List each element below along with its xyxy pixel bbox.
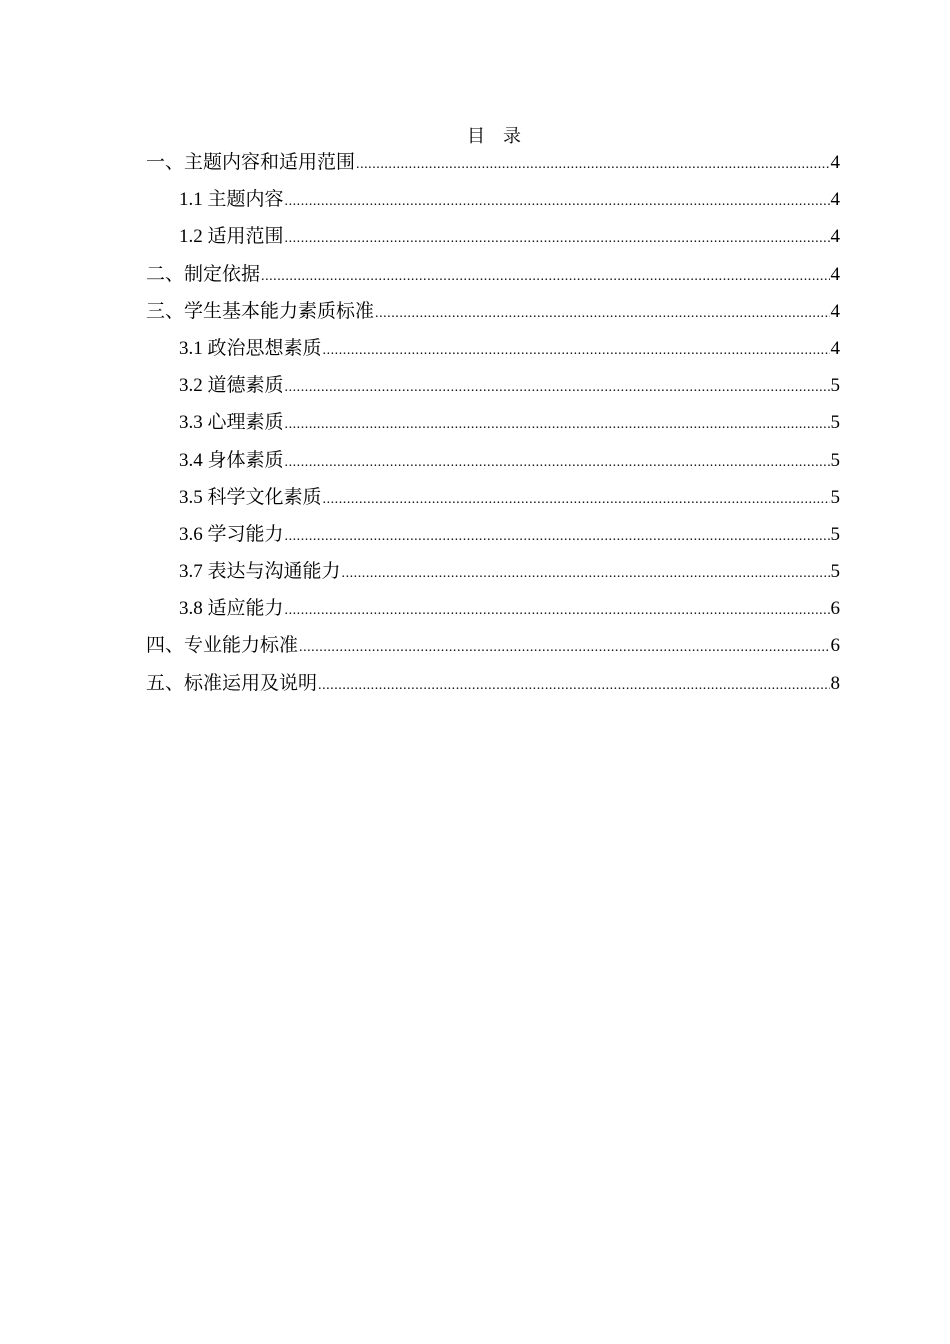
toc-entry[interactable] bbox=[146, 185, 840, 222]
toc-dot-leader bbox=[285, 187, 830, 217]
toc-entry-title: 三、学生基本能力素质标准 bbox=[146, 300, 375, 322]
toc-entry-title: 1.2 适用范围 bbox=[179, 226, 284, 248]
toc-dot-leader bbox=[285, 596, 830, 626]
toc-entry-title: 一、主题内容和适用范围 bbox=[146, 152, 356, 173]
toc-page-number: 4 bbox=[830, 152, 840, 173]
toc-page-number: 4 bbox=[830, 337, 840, 359]
toc-entry[interactable] bbox=[146, 222, 840, 259]
toc-page-number: 8 bbox=[830, 672, 840, 694]
toc-page-number: 4 bbox=[830, 189, 840, 211]
toc-page-number: 5 bbox=[830, 561, 840, 583]
toc-entry[interactable] bbox=[146, 669, 840, 706]
toc-entry[interactable] bbox=[146, 148, 840, 185]
toc-dot-leader bbox=[285, 410, 830, 440]
toc-dot-leader bbox=[285, 224, 830, 254]
toc-entry[interactable] bbox=[146, 446, 840, 483]
toc-page-number: 6 bbox=[830, 635, 840, 657]
toc-dot-leader bbox=[318, 671, 829, 701]
toc-entry-title: 二、制定依据 bbox=[146, 263, 261, 285]
toc-entry-title: 五、标准运用及说明 bbox=[146, 672, 318, 694]
toc-page-number: 5 bbox=[830, 412, 840, 434]
toc-entry[interactable] bbox=[146, 520, 840, 557]
toc-entry-title: 3.3 心理素质 bbox=[179, 412, 284, 434]
toc-entry-title: 3.6 学习能力 bbox=[179, 523, 284, 545]
table-of-contents bbox=[146, 148, 840, 706]
toc-entry[interactable] bbox=[146, 557, 840, 594]
toc-entry[interactable] bbox=[146, 297, 840, 334]
toc-dot-leader bbox=[323, 336, 830, 366]
toc-page-number: 5 bbox=[830, 486, 840, 508]
toc-dot-leader bbox=[375, 299, 829, 329]
toc-dot-leader bbox=[285, 448, 830, 478]
toc-entry-title: 3.8 适应能力 bbox=[179, 598, 284, 620]
toc-page-number: 6 bbox=[830, 598, 840, 620]
toc-entry-title: 3.2 道德素质 bbox=[179, 375, 284, 397]
toc-entry-title: 3.5 科学文化素质 bbox=[179, 486, 322, 508]
toc-title: 目 录 bbox=[467, 126, 521, 146]
toc-entry[interactable] bbox=[146, 260, 840, 297]
toc-entry-title: 3.7 表达与沟通能力 bbox=[179, 561, 341, 583]
toc-entry[interactable] bbox=[146, 408, 840, 445]
toc-entry[interactable] bbox=[146, 483, 840, 520]
toc-entry[interactable] bbox=[146, 371, 840, 408]
toc-page-number: 5 bbox=[830, 523, 840, 545]
toc-entry[interactable] bbox=[146, 334, 840, 371]
toc-dot-leader bbox=[323, 485, 830, 515]
toc-dot-leader bbox=[261, 262, 829, 292]
toc-dot-leader bbox=[356, 150, 829, 180]
toc-dot-leader bbox=[299, 633, 829, 663]
toc-page-number: 5 bbox=[830, 375, 840, 397]
toc-dot-leader bbox=[285, 373, 830, 403]
toc-entry[interactable] bbox=[146, 594, 840, 631]
toc-entry-title: 3.4 身体素质 bbox=[179, 449, 284, 471]
toc-entry-title: 四、专业能力标准 bbox=[146, 635, 299, 657]
toc-entry[interactable] bbox=[146, 631, 840, 668]
toc-page-number: 4 bbox=[830, 226, 840, 248]
toc-page-number: 5 bbox=[830, 449, 840, 471]
toc-dot-leader bbox=[342, 559, 830, 589]
toc-page-number: 4 bbox=[830, 263, 840, 285]
toc-page-number: 4 bbox=[830, 300, 840, 322]
toc-entry-title: 1.1 主题内容 bbox=[179, 189, 284, 211]
toc-dot-leader bbox=[285, 522, 830, 552]
toc-entry-title: 3.1 政治思想素质 bbox=[179, 337, 322, 359]
